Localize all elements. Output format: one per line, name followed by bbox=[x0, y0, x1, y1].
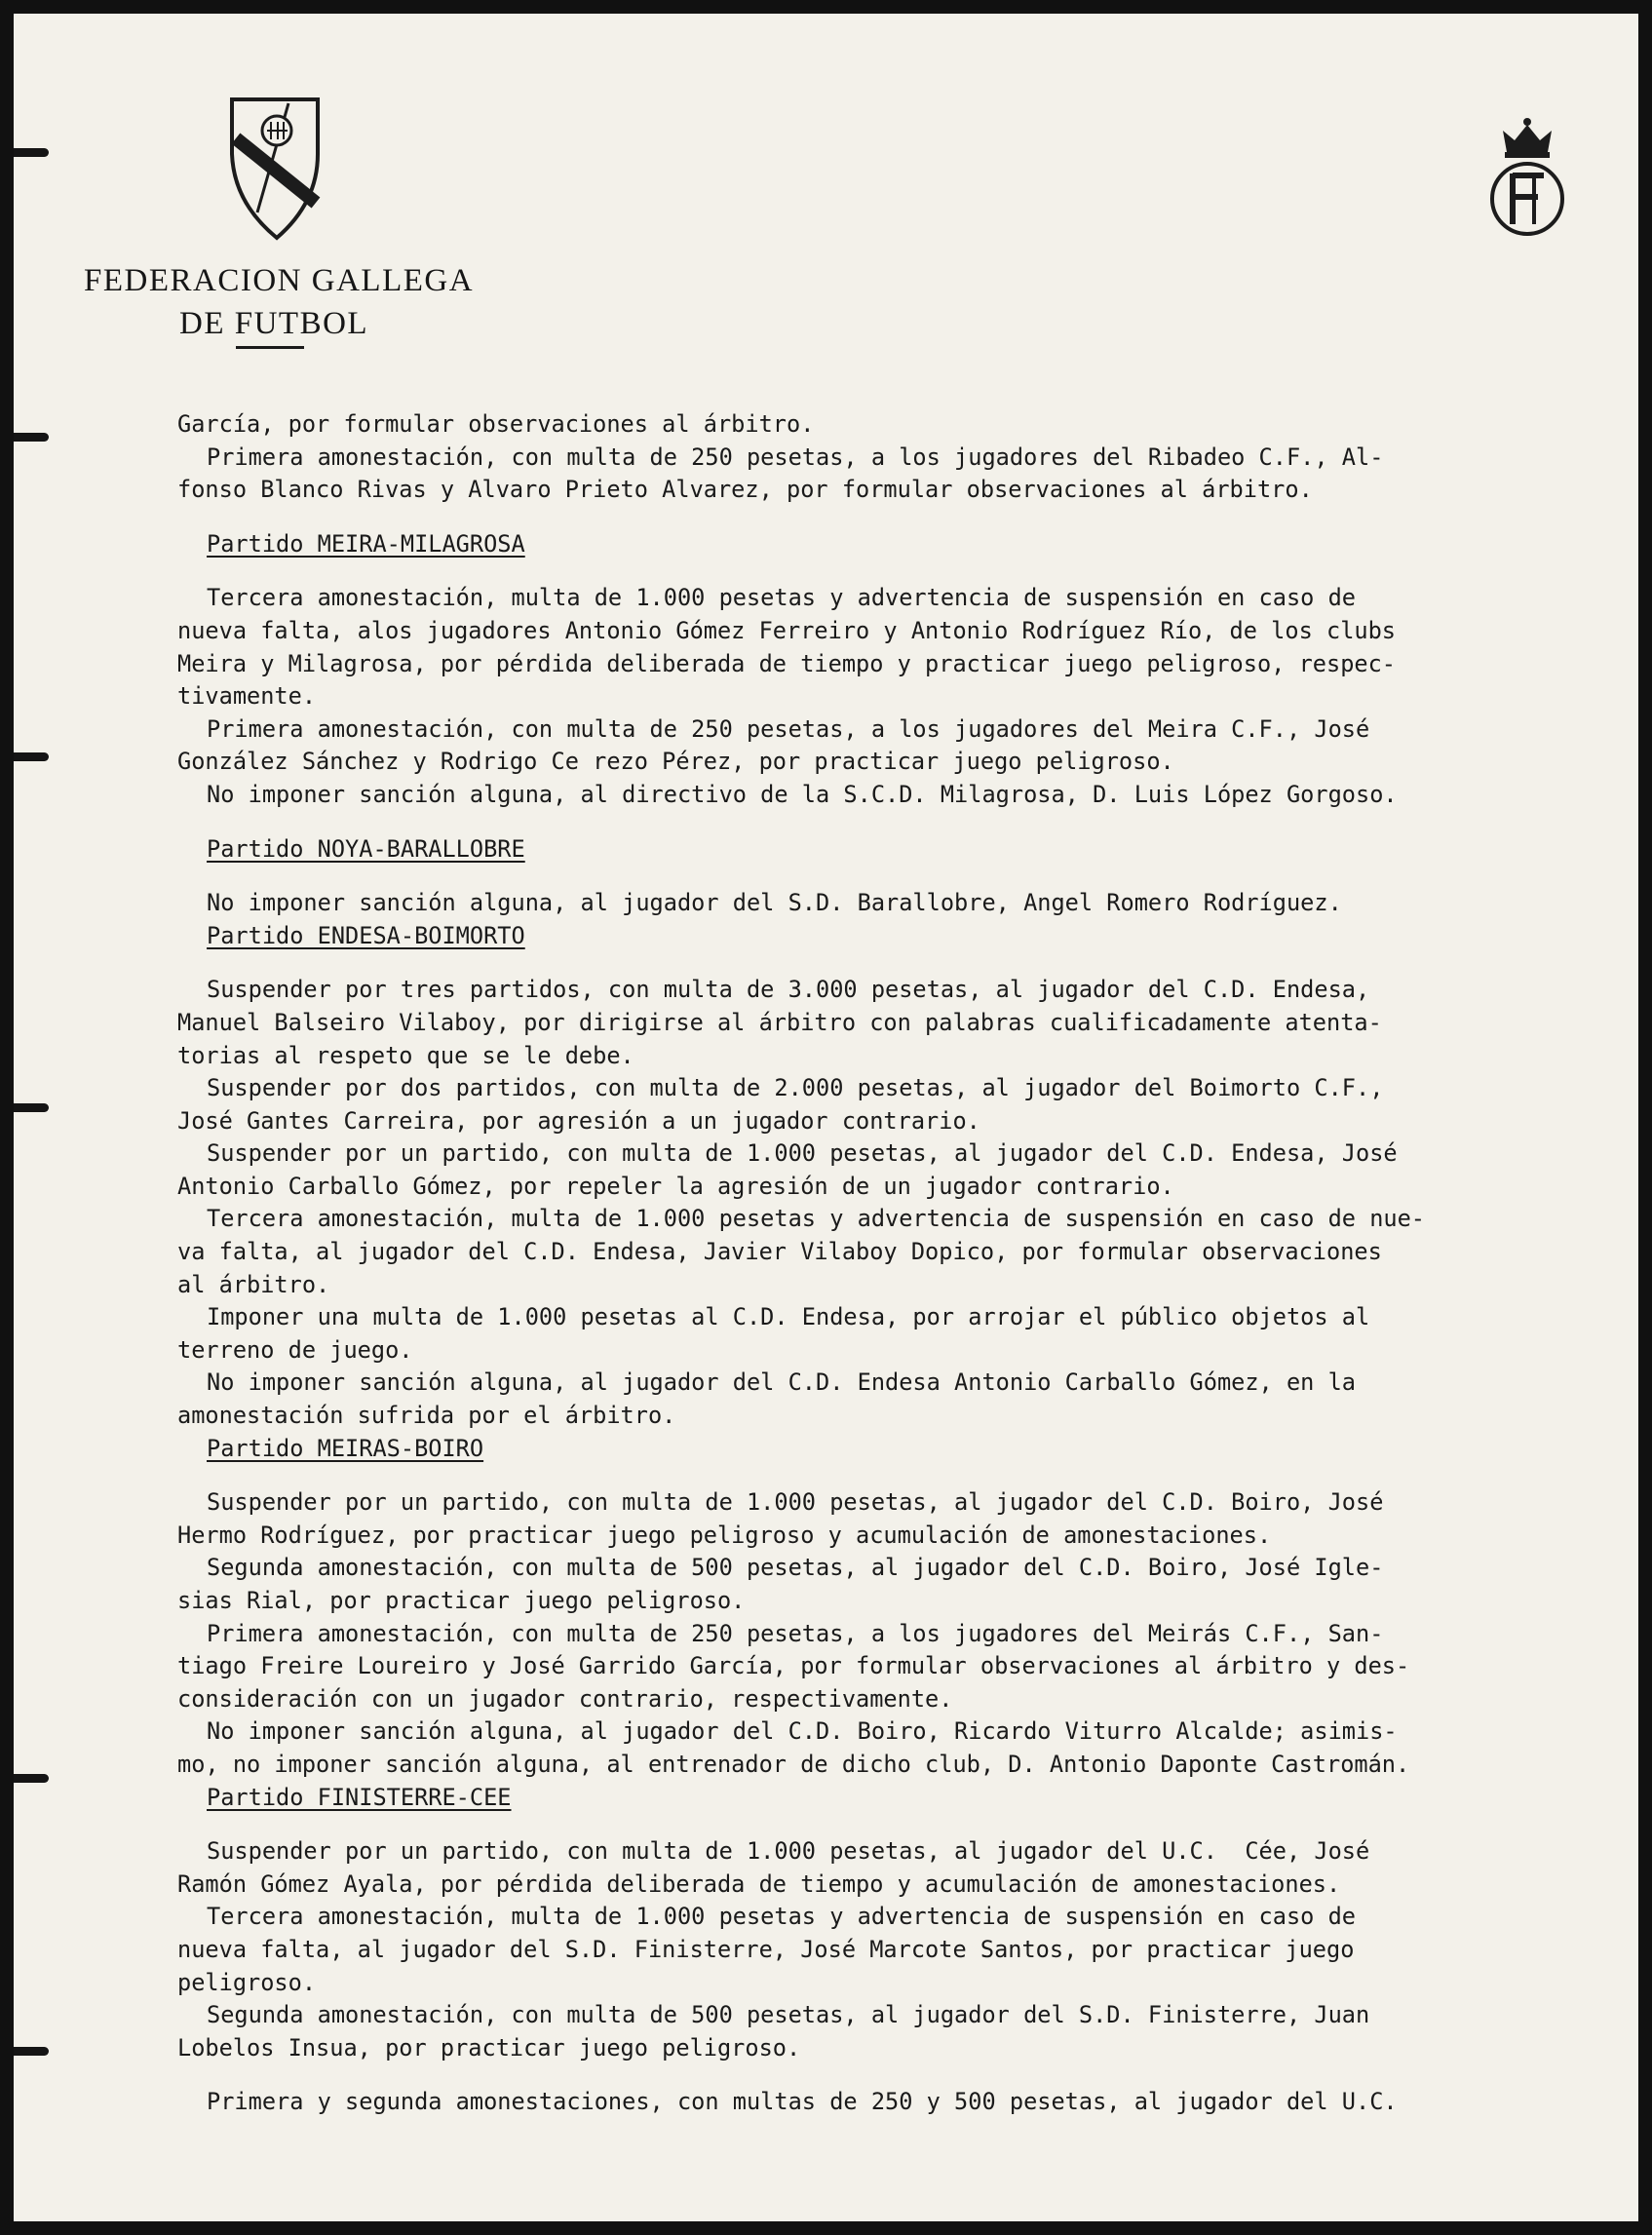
match-heading-label: Partido FINISTERRE-CEE bbox=[207, 1783, 512, 1811]
match-heading bbox=[177, 528, 1638, 561]
match-heading-label: Partido NOYA-BARALLOBRE bbox=[207, 834, 525, 863]
text-line: Segunda amonestación, con multa de 500 pesetas, al jugador del S.D. Finisterre, Juan bbox=[207, 2001, 1370, 2029]
org-line-2: DE FUTBOL bbox=[179, 306, 369, 341]
text-line: Manuel Balseiro Vilaboy, por dirigirse al árbitro con palabras cualificadamente atenta- bbox=[177, 1008, 1382, 1036]
text-line: Suspender por dos partidos, con multa de 2.000 pesetas, al jugador del Boimorto C.F., bbox=[207, 1074, 1384, 1102]
text-line: Suspender por un partido, con multa de 1.000 pesetas, al jugador del U.C. Cée, José bbox=[207, 1837, 1370, 1866]
text-line: Primera amonestación, con multa de 250 pesetas, a los jugadores del Meira C.F., José bbox=[207, 714, 1370, 743]
paragraph-gap bbox=[177, 812, 1638, 833]
text-line: nueva falta, al jugador del S.D. Finisterre, José Marcote Santos, por practicar juego bbox=[177, 1935, 1355, 1963]
paragraph-gap bbox=[177, 952, 1638, 974]
galician-federation-shield-icon bbox=[228, 96, 322, 242]
text-line: Tercera amonestación, multa de 1.000 pesetas y advertencia de suspensión en caso de nue- bbox=[207, 1205, 1426, 1233]
text-line: Suspender por un partido, con multa de 1.000 pesetas, al jugador del C.D. Endesa, José bbox=[207, 1139, 1398, 1168]
binder-hole bbox=[14, 433, 49, 442]
text-line: peligroso. bbox=[177, 1968, 317, 1996]
text-line: Primera y segunda amonestaciones, con multas de 250 y 500 pesetas, al jugador del U.C. bbox=[207, 2088, 1398, 2116]
text-line: torias al respeto que se le debe. bbox=[177, 1041, 634, 1069]
match-heading bbox=[177, 920, 1638, 953]
text-line: al árbitro. bbox=[177, 1270, 330, 1298]
organization-name bbox=[84, 259, 474, 345]
text-line: Tercera amonestación, multa de 1.000 pesetas y advertencia de suspensión en caso de bbox=[207, 584, 1356, 612]
match-heading bbox=[177, 1782, 1638, 1815]
text-line: consideración con un jugador contrario, respectivamente. bbox=[177, 1684, 953, 1713]
text-line: tivamente. bbox=[177, 682, 317, 711]
match-heading-label: Partido MEIRA-MILAGROSA bbox=[207, 529, 525, 558]
text-line: fonso Blanco Rivas y Alvaro Prieto Alvarez, por formular observaciones al árbitro. bbox=[177, 476, 1313, 504]
org-line-1: FEDERACION GALLEGA bbox=[84, 263, 475, 298]
text-line: Primera amonestación, con multa de 250 pesetas, a los jugadores del Meirás C.F., San- bbox=[207, 1619, 1384, 1647]
text-line: Tercera amonestación, multa de 1.000 pesetas y advertencia de suspensión en caso de bbox=[207, 1903, 1356, 1931]
document-page bbox=[14, 14, 1638, 2221]
text-line: sias Rial, por practicar juego peligroso. bbox=[177, 1587, 746, 1614]
text-line: Primera amonestación, con multa de 250 pesetas, a los jugadores del Ribadeo C.F., Al- bbox=[207, 443, 1384, 471]
text-line: García, por formular observaciones al árbitro. bbox=[177, 410, 815, 438]
paragraph-gap bbox=[177, 507, 1638, 528]
paragraph-gap bbox=[177, 1465, 1638, 1486]
text-line: Suspender por un partido, con multa de 1.000 pesetas, al jugador del C.D. Boiro, José bbox=[207, 1488, 1384, 1517]
match-heading bbox=[177, 833, 1638, 867]
text-line: Segunda amonestación, con multa de 500 pesetas, al jugador del C.D. Boiro, José Igle- bbox=[207, 1554, 1384, 1582]
paragraph-gap bbox=[177, 560, 1638, 582]
paragraph-gap bbox=[177, 2064, 1638, 2086]
match-heading bbox=[177, 1433, 1638, 1466]
text-line: Meira y Milagrosa, por pérdida deliberada de tiempo y practicar juego peligroso, respec- bbox=[177, 649, 1397, 677]
text-line: No imponer sanción alguna, al jugador del C.D. Boiro, Ricardo Viturro Alcalde; asimis- bbox=[207, 1717, 1398, 1746]
text-line: Imponer una multa de 1.000 pesetas al C.D. Endesa, por arrojar el público objetos al bbox=[207, 1303, 1370, 1331]
text-line: No imponer sanción alguna, al directivo de la S.C.D. Milagrosa, D. Luis López Gorgoso. bbox=[207, 780, 1398, 808]
binder-hole bbox=[14, 752, 49, 761]
binder-hole bbox=[14, 1774, 49, 1783]
text-line: Antonio Carballo Gómez, por repeler la agresión de un jugador contrario. bbox=[177, 1172, 1174, 1200]
text-line: Ramón Gómez Ayala, por pérdida deliberada de tiempo y acumulación de amonestaciones. bbox=[177, 1869, 1341, 1898]
paragraph-gap bbox=[177, 1814, 1638, 1835]
binder-hole bbox=[14, 2047, 49, 2056]
text-line: No imponer sanción alguna, al jugador del S.D. Barallobre, Angel Romero Rodríguez. bbox=[207, 889, 1342, 917]
match-heading-label: Partido MEIRAS-BOIRO bbox=[207, 1434, 484, 1462]
org-underline bbox=[236, 346, 304, 349]
text-line: Hermo Rodríguez, por practicar juego peligroso y acumulación de amonestaciones. bbox=[177, 1521, 1272, 1549]
spanish-federation-crown-emblem-icon bbox=[1485, 115, 1569, 240]
sanctions-text bbox=[177, 408, 1638, 2119]
binder-hole bbox=[14, 1103, 49, 1112]
text-line: va falta, al jugador del C.D. Endesa, Javier Vilaboy Dopico, por formular observaciones bbox=[177, 1238, 1382, 1266]
text-line: González Sánchez y Rodrigo Ce rezo Pérez, por practicar juego peligroso. bbox=[177, 748, 1174, 776]
text-line: terreno de juego. bbox=[177, 1335, 413, 1364]
text-line: tiago Freire Loureiro y José Garrido García, por formular observaciones al árbitro y des- bbox=[177, 1652, 1410, 1680]
text-line: No imponer sanción alguna, al jugador del C.D. Endesa Antonio Carballo Gómez, en la bbox=[207, 1368, 1356, 1397]
binder-hole bbox=[14, 148, 49, 157]
text-line: Lobelos Insua, por practicar juego peligroso. bbox=[177, 2033, 801, 2062]
text-line: Suspender por tres partidos, con multa de 3.000 pesetas, al jugador del C.D. Endesa, bbox=[207, 976, 1370, 1004]
text-line: amonestación sufrida por el árbitro. bbox=[177, 1402, 676, 1430]
text-line: mo, no imponer sanción alguna, al entrenador de dicho club, D. Antonio Daponte Castromán. bbox=[177, 1750, 1410, 1778]
text-line: José Gantes Carreira, por agresión a un jugador contrario. bbox=[177, 1106, 980, 1135]
match-heading-label: Partido ENDESA-BOIMORTO bbox=[207, 921, 525, 949]
text-line: nueva falta, alos jugadores Antonio Gómez Ferreiro y Antonio Rodríguez Río, de los clubs bbox=[177, 616, 1397, 644]
paragraph-gap bbox=[177, 866, 1638, 887]
